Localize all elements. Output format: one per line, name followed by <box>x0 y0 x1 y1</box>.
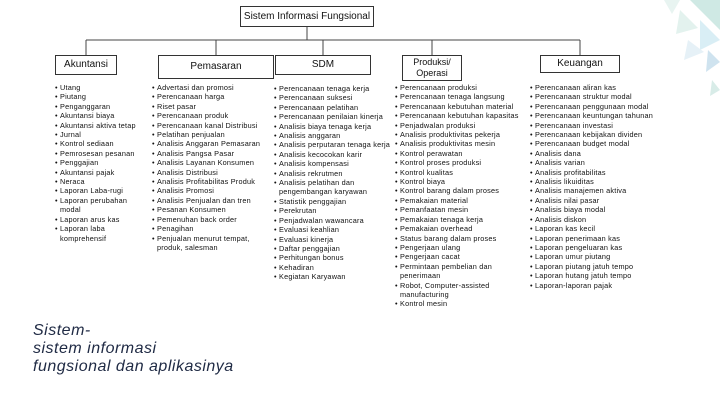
list-item: • Analisis Anggaran Pemasaran <box>152 139 270 148</box>
list-item: • Akuntansi biaya <box>55 111 147 120</box>
list-item: • Utang <box>55 83 147 92</box>
list-item: • Pemanfaatan mesin <box>395 205 519 214</box>
list-item: • Akuntansi aktiva tetap <box>55 121 147 130</box>
list-item: • Analisis diskon <box>530 215 658 224</box>
title-box: Sistem Informasi Fungsional <box>240 6 374 27</box>
list-item: • Laporan-laporan pajak <box>530 281 658 290</box>
list-produksi-operasi <box>395 83 519 309</box>
list-item: • Analisis biaya tenaga kerja <box>274 122 392 131</box>
list-item: • Analisis Penjualan dan tren <box>152 196 270 205</box>
list-item: • Penjadwalan wawancara <box>274 216 392 225</box>
list-item: • Analisis Layanan Konsumen <box>152 158 270 167</box>
list-item: • Kontrol sediaan <box>55 139 147 148</box>
list-item: • Analisis Pangsa Pasar <box>152 149 270 158</box>
list-item: • Perencanaan suksesi <box>274 93 392 102</box>
list-item: • Kehadiran <box>274 263 392 272</box>
list-item: • Daftar penggajian <box>274 244 392 253</box>
list-item: • Analisis profitabilitas <box>530 168 658 177</box>
list-item: • Laporan hutang jatuh tempo <box>530 271 658 280</box>
list-item: • Piutang <box>55 92 147 101</box>
list-item: • Perencanaan penggunaan modal <box>530 102 658 111</box>
list-item: • Pemakaian tenaga kerja <box>395 215 519 224</box>
list-item: • Penjadwalan produksi <box>395 121 519 130</box>
list-item: • Laporan laba komprehensif <box>55 224 147 243</box>
list-item: • Perencanaan pelatihan <box>274 103 392 112</box>
list-item: • Penggajian <box>55 158 147 167</box>
headline-line-2: sistem informasi <box>33 340 157 357</box>
list-item: • Permintaan pembelian dan penerimaan <box>395 262 519 281</box>
list-item: • Riset pasar <box>152 102 270 111</box>
list-item: • Analisis Profitabilitas Produk <box>152 177 270 186</box>
list-item: • Analisis produktivitas pekerja <box>395 130 519 139</box>
list-item: • Pengerjaan cacat <box>395 252 519 261</box>
list-item: • Status barang dalam proses <box>395 234 519 243</box>
list-item: • Perencanaan kanal Distribusi <box>152 121 270 130</box>
list-item: • Analisis varian <box>530 158 658 167</box>
list-item: • Penjualan menurut tempat, produk, salesman <box>152 234 270 253</box>
list-item: • Perencanaan struktur modal <box>530 92 658 101</box>
list-item: • Perencanaan tenaga kerja <box>274 84 392 93</box>
list-item: • Perencanaan tenaga langsung <box>395 92 519 101</box>
list-item: • Analisis pelatihan dan pengembangan karyawan <box>274 178 392 197</box>
list-item: • Perencanaan penilaian kinerja <box>274 112 392 121</box>
list-item: • Neraca <box>55 177 147 186</box>
header-sdm: SDM <box>275 55 371 75</box>
list-item: • Perencanaan kebutuhan kapasitas <box>395 111 519 120</box>
list-item: • Perencanaan keuntungan tahunan <box>530 111 658 120</box>
list-item: • Pemrosesan pesanan <box>55 149 147 158</box>
list-item: • Perencanaan produk <box>152 111 270 120</box>
list-item: • Perencanaan kebijakan dividen <box>530 130 658 139</box>
list-item: • Kontrol biaya <box>395 177 519 186</box>
list-item: • Perencanaan harga <box>152 92 270 101</box>
list-item: • Robot, Computer-assisted manufacturing <box>395 281 519 300</box>
list-item: • Perencanaan kebutuhan material <box>395 102 519 111</box>
list-pemasaran <box>152 83 270 252</box>
list-item: • Perekrutan <box>274 206 392 215</box>
headline-line-3: fungsional dan aplikasinya <box>33 358 234 375</box>
list-item: • Evaluasi keahlian <box>274 225 392 234</box>
list-item: • Pemakaian material <box>395 196 519 205</box>
list-item: • Evaluasi kinerja <box>274 235 392 244</box>
list-item: • Analisis biaya modal <box>530 205 658 214</box>
header-akuntansi: Akuntansi <box>55 55 117 75</box>
list-item: • Pesanan Konsumen <box>152 205 270 214</box>
list-sdm <box>274 84 392 282</box>
list-akuntansi <box>55 83 147 243</box>
list-item: • Kontrol mesin <box>395 299 519 308</box>
list-item: • Pelatihan penjualan <box>152 130 270 139</box>
list-item: • Laporan perubahan modal <box>55 196 147 215</box>
header-keuangan: Keuangan <box>540 55 620 73</box>
list-item: • Kontrol proses produksi <box>395 158 519 167</box>
list-item: • Pemakaian overhead <box>395 224 519 233</box>
list-item: • Analisis rekrutmen <box>274 169 392 178</box>
list-item: • Analisis Distribusi <box>152 168 270 177</box>
list-item: • Laporan kas kecil <box>530 224 658 233</box>
list-item: • Akuntansi pajak <box>55 168 147 177</box>
list-item: • Analisis dana <box>530 149 658 158</box>
list-item: • Pengerjaan ulang <box>395 243 519 252</box>
list-keuangan <box>530 83 658 290</box>
list-item: • Advertasi dan promosi <box>152 83 270 92</box>
list-item: • Kontrol perawatan <box>395 149 519 158</box>
headline <box>33 322 293 376</box>
list-item: • Laporan pengeluaran kas <box>530 243 658 252</box>
list-item: • Perencanaan produksi <box>395 83 519 92</box>
list-item: • Analisis anggaran <box>274 131 392 140</box>
list-item: • Perencanaan investasi <box>530 121 658 130</box>
list-item: • Laporan penerimaan kas <box>530 234 658 243</box>
list-item: • Kegiatan Karyawan <box>274 272 392 281</box>
list-item: • Pemenuhan back order <box>152 215 270 224</box>
header-pemasaran: Pemasaran <box>158 55 274 79</box>
list-item: • Perhitungan bonus <box>274 253 392 262</box>
list-item: • Analisis kompensasi <box>274 159 392 168</box>
list-item: • Laporan Laba-rugi <box>55 186 147 195</box>
list-item: • Laporan arus kas <box>55 215 147 224</box>
list-item: • Laporan piutang jatuh tempo <box>530 262 658 271</box>
list-item: • Laporan umur piutang <box>530 252 658 261</box>
list-item: • Analisis Promosi <box>152 186 270 195</box>
list-item: • Jurnal <box>55 130 147 139</box>
list-item: • Analisis produktivitas mesin <box>395 139 519 148</box>
list-item: • Kontrol kualitas <box>395 168 519 177</box>
headline-line-1: Sistem- <box>33 322 91 339</box>
list-item: • Analisis kecocokan karir <box>274 150 392 159</box>
header-produksi-operasi: Produksi/ Operasi <box>402 55 462 81</box>
list-item: • Analisis likuiditas <box>530 177 658 186</box>
list-item: • Analisis perputaran tenaga kerja <box>274 140 392 149</box>
list-item: • Perencanaan aliran kas <box>530 83 658 92</box>
list-item: • Analisis manajemen aktiva <box>530 186 658 195</box>
list-item: • Penagihan <box>152 224 270 233</box>
list-item: • Analisis nilai pasar <box>530 196 658 205</box>
list-item: • Penganggaran <box>55 102 147 111</box>
list-item: • Statistik penggajian <box>274 197 392 206</box>
list-item: • Perencanaan budget modal <box>530 139 658 148</box>
list-item: • Kontrol barang dalam proses <box>395 186 519 195</box>
